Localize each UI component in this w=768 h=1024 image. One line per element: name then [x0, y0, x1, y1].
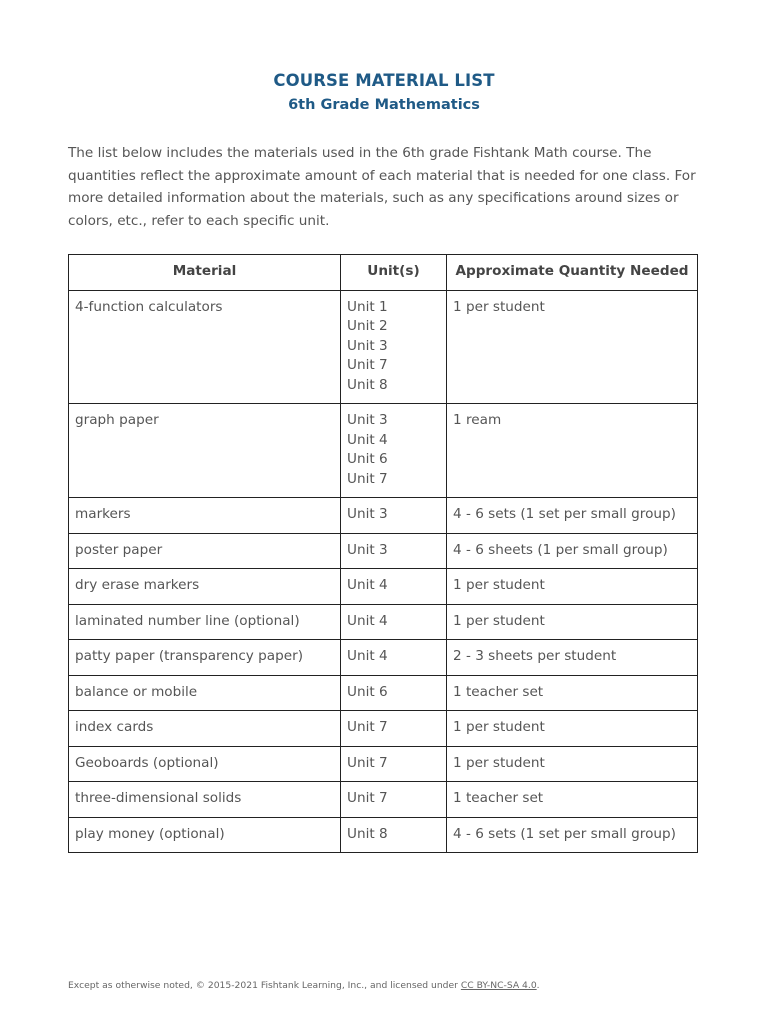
- table-row: [69, 498, 698, 534]
- unit-label: Unit 4: [347, 612, 388, 629]
- footer-text: Except as otherwise noted, © 2015-2021 Fishtank Learning, Inc., and licensed under: [68, 980, 461, 991]
- unit-label: Unit 8: [347, 376, 388, 393]
- quantity-cell: 1 per student: [447, 604, 698, 640]
- material-cell: dry erase markers: [69, 569, 341, 605]
- footer-suffix: .: [536, 980, 540, 991]
- table-row: [69, 604, 698, 640]
- material-cell: Geoboards (optional): [69, 746, 341, 782]
- materials-table-body: [69, 290, 698, 853]
- header-units: Unit(s): [341, 255, 447, 291]
- material-cell: markers: [69, 498, 341, 534]
- unit-label: Unit 1: [347, 298, 388, 315]
- units-cell: [341, 533, 447, 569]
- header-quantity: Approximate Quantity Needed: [447, 255, 698, 291]
- table-row: [69, 817, 698, 853]
- unit-label: Unit 3: [347, 337, 388, 354]
- units-cell: [341, 711, 447, 747]
- table-row: [69, 711, 698, 747]
- unit-label: Unit 2: [347, 318, 388, 334]
- material-cell: balance or mobile: [69, 675, 341, 711]
- unit-label: Unit 7: [347, 719, 388, 735]
- unit-label: Unit 3: [347, 541, 388, 558]
- unit-label: Unit 3: [347, 506, 388, 522]
- material-cell: index cards: [69, 711, 341, 747]
- intro-paragraph: The list below includes the materials used in the 6th grade Fishtank Math course. The quantities reflect the approximate amount of each material that is needed for one class. For more detailed information about the materials, such as any specifications around sizes or colors, etc., refer to each specific unit.: [68, 145, 696, 229]
- quantity-cell: 1 per student: [447, 711, 698, 747]
- quantity-cell: 1 teacher set: [447, 782, 698, 818]
- table-row: [69, 782, 698, 818]
- unit-label: Unit 7: [347, 470, 388, 487]
- quantity-cell: 2 - 3 sheets per student: [447, 640, 698, 676]
- units-cell: [341, 640, 447, 676]
- units-cell: [341, 569, 447, 605]
- material-cell: 4-function calculators: [69, 290, 341, 404]
- header-material: Material: [69, 255, 341, 291]
- units-cell: [341, 498, 447, 534]
- unit-label: Unit 7: [347, 357, 388, 373]
- table-header-row: [69, 255, 698, 291]
- quantity-cell: 4 - 6 sheets (1 per small group): [447, 533, 698, 569]
- license-link[interactable]: CC BY-NC-SA 4.0: [460, 980, 537, 991]
- table-row: [69, 404, 698, 498]
- table-row: [69, 640, 698, 676]
- quantity-cell: 1 ream: [447, 404, 698, 498]
- table-row: [69, 746, 698, 782]
- units-cell: [341, 817, 447, 853]
- quantity-cell: 4 - 6 sets (1 set per small group): [447, 498, 698, 534]
- footer-license: [68, 980, 540, 991]
- unit-label: Unit 4: [347, 431, 388, 448]
- page-title: COURSE MATERIAL LIST: [273, 71, 495, 90]
- quantity-cell: 4 - 6 sets (1 set per small group): [447, 817, 698, 853]
- quantity-cell: 1 teacher set: [447, 675, 698, 711]
- units-cell: [341, 782, 447, 818]
- quantity-cell: 1 per student: [447, 290, 698, 404]
- table-row: [69, 675, 698, 711]
- table-row: [69, 569, 698, 605]
- material-cell: graph paper: [69, 404, 341, 498]
- material-cell: patty paper (transparency paper): [69, 640, 341, 676]
- material-cell: three-dimensional solids: [69, 782, 341, 818]
- table-row: [69, 533, 698, 569]
- units-cell: [341, 675, 447, 711]
- units-cell: [341, 404, 447, 498]
- material-cell: poster paper: [69, 533, 341, 569]
- unit-label: Unit 6: [347, 451, 388, 467]
- unit-label: Unit 3: [347, 412, 388, 428]
- quantity-cell: 1 per student: [447, 746, 698, 782]
- materials-table: [68, 254, 698, 853]
- quantity-cell: 1 per student: [447, 569, 698, 605]
- page-subtitle: 6th Grade Mathematics: [288, 97, 480, 113]
- units-cell: [341, 290, 447, 404]
- unit-label: Unit 4: [347, 648, 388, 664]
- unit-label: Unit 6: [347, 683, 388, 700]
- material-cell: laminated number line (optional): [69, 604, 341, 640]
- units-cell: [341, 746, 447, 782]
- unit-label: Unit 7: [347, 790, 388, 806]
- material-cell: play money (optional): [69, 817, 341, 853]
- unit-label: Unit 4: [347, 577, 388, 593]
- unit-label: Unit 7: [347, 754, 388, 771]
- table-row: [69, 290, 698, 404]
- units-cell: [341, 604, 447, 640]
- unit-label: Unit 8: [347, 825, 388, 842]
